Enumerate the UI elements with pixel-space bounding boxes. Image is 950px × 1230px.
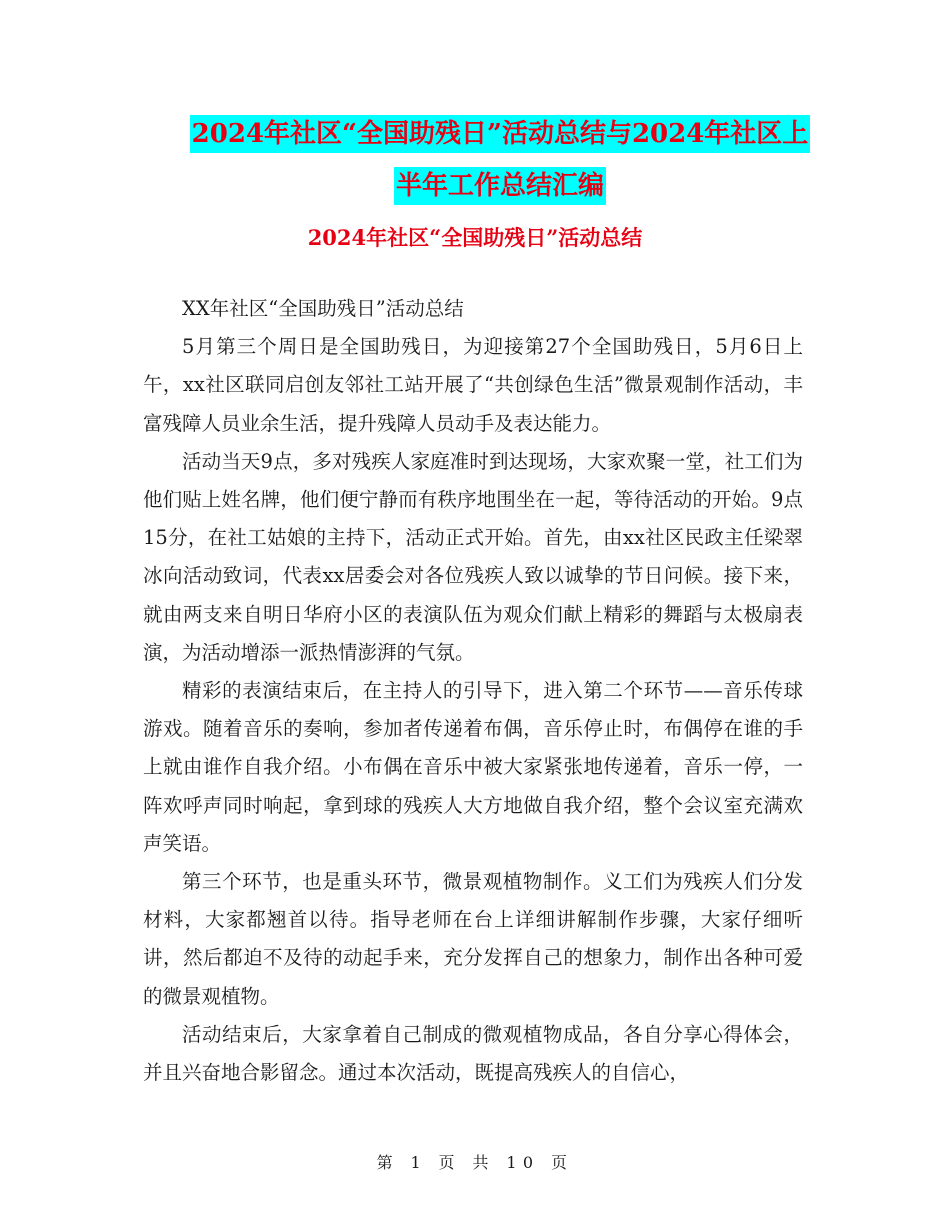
paragraph: 精彩的表演结束后，在主持人的引导下，进入第二个环节——音乐传球游戏。随着音乐的奏响，参加者传递着布偶，音乐停止时，布偶停在谁的手上就由谁作自我介绍。小布偶在音乐中被大家紧张地传递着，音乐一停，一阵欢呼声同时响起，拿到球的残疾人大方地做自我介绍，整个会议室充满欢声笑语。	[143, 679, 803, 855]
paragraph: 第三个环节，也是重头环节，微景观植物制作。义工们为残疾人们分发材料，大家都翘首以待。指导老师在台上详细讲解制作步骤，大家仔细听讲，然后都迫不及待的动起手来，充分发挥自己的想象力，制作出各种可爱的微景观植物。	[143, 870, 803, 1008]
title-line-2: 半年工作总结汇编	[394, 167, 606, 205]
document-title	[150, 108, 850, 212]
document-body	[143, 290, 803, 1092]
paragraph: 5月第三个周日是全国助残日，为迎接第27个全国助残日，5月6日上午，xx社区联同启创友邻社工站开展了“共创绿色生活”微景观制作活动，丰富残障人员业余生活，提升残障人员动手及表达能力。	[143, 335, 803, 435]
paragraph: 活动结束后，大家拿着自己制成的微观植物成品，各自分享心得体会，并且兴奋地合影留念。通过本次活动，既提高残疾人的自信心，	[143, 1022, 803, 1085]
page-footer: 第 1 页 共 10 页	[376, 1153, 574, 1172]
title-line-1: 2024年社区“全国助残日”活动总结与2024年社区上	[190, 115, 811, 153]
paragraph: XX年社区“全国助残日”活动总结	[182, 297, 464, 320]
paragraph: 活动当天9点，多对残疾人家庭准时到达现场，大家欢聚一堂，社工们为他们贴上姓名牌，他们便宁静而有秩序地围坐在一起，等待活动的开始。9点15分，在社工姑娘的主持下，活动正式开始。首先，由xx社区民政主任梁翠冰向活动致词，代表xx居委会对各位残疾人致以诚挚的节日问候。接下来，就由两支来自明日华府小区的表演队伍为观众们献上精彩的舞蹈与太极扇表演，为活动增添一派热情澎湃的气氛。	[143, 449, 803, 664]
section-title: 2024年社区“全国助残日”活动总结	[307, 225, 643, 250]
